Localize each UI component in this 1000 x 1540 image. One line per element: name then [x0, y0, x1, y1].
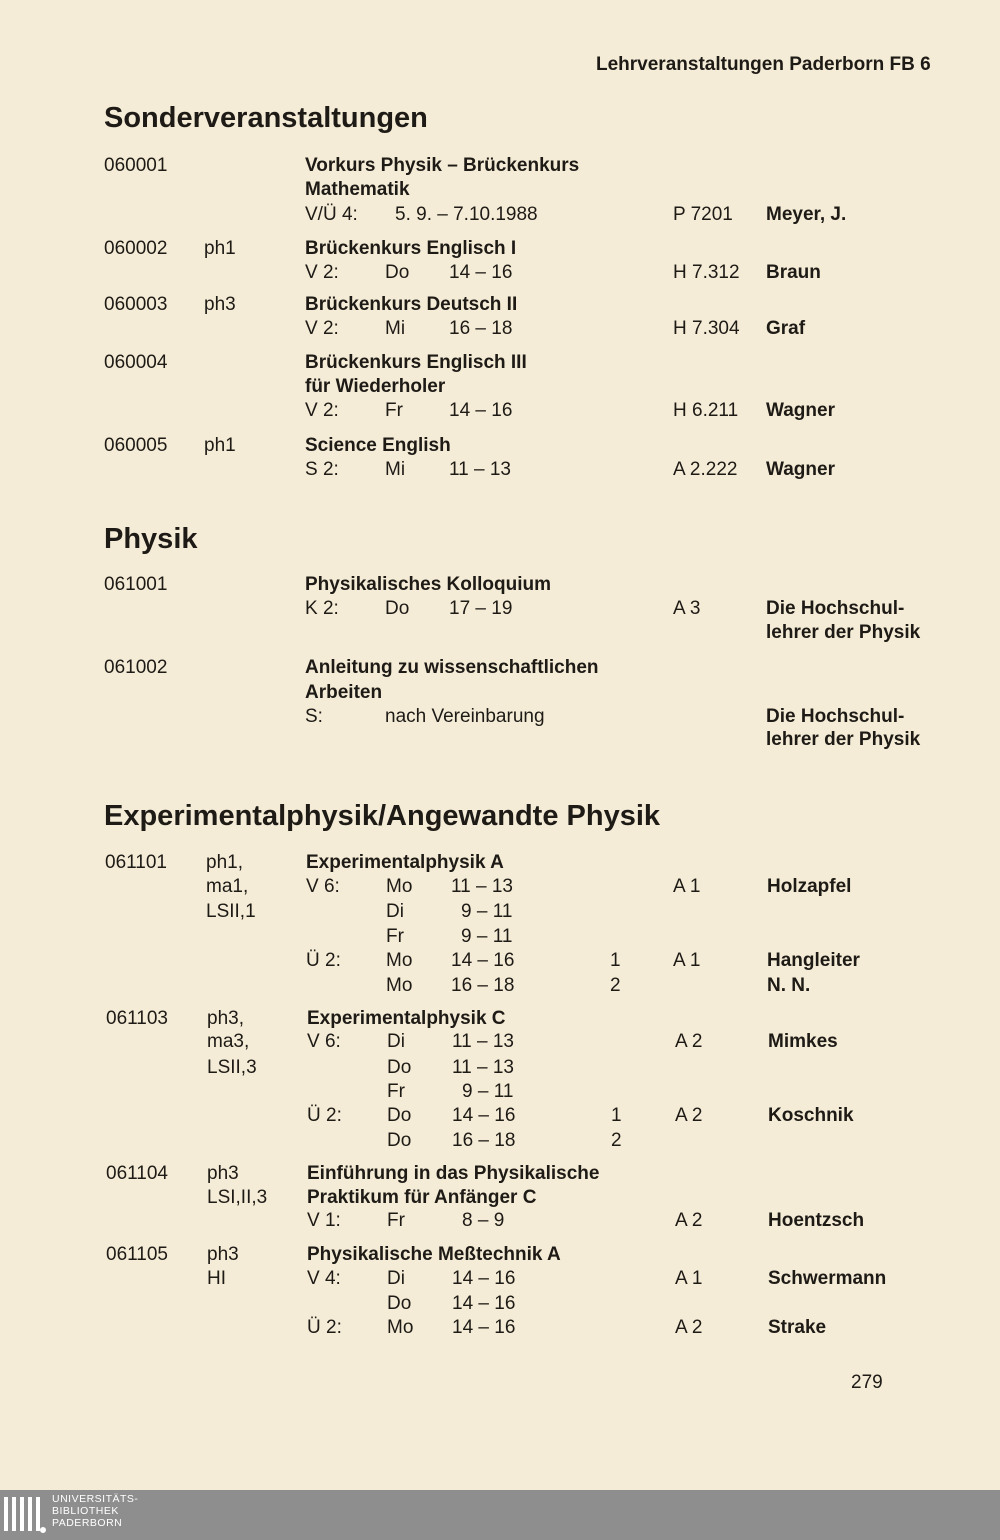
course-day: Mi: [385, 318, 406, 339]
course-note: nach Vereinbarung: [385, 706, 545, 727]
course-group: 2: [611, 1130, 622, 1151]
course-title: Brückenkurs Englisch I: [305, 238, 517, 259]
course-type: V 2:: [305, 262, 339, 283]
course-time: 16 – 18: [449, 318, 513, 339]
course-time: 9 – 11: [461, 926, 513, 947]
course-room: H 6.211: [673, 400, 739, 421]
course-lecturer-cont: lehrer der Physik: [766, 622, 921, 643]
course-lecturer: Wagner: [766, 400, 835, 421]
course-day: Di: [386, 901, 404, 922]
course-day: Di: [387, 1268, 405, 1289]
logo-line: UNIVERSITÄTS-: [52, 1493, 139, 1505]
course-group: 2: [610, 975, 621, 996]
course-room: A 2: [675, 1210, 703, 1231]
course-type: S:: [305, 706, 323, 727]
course-day: Do: [387, 1130, 412, 1151]
course-time: 11 – 13: [451, 876, 513, 897]
course-room: A 3: [673, 598, 701, 619]
course-title-cont: Praktikum für Anfänger C: [307, 1187, 537, 1208]
course-title: Brückenkurs Deutsch II: [305, 294, 518, 315]
course-code: ph1: [204, 435, 236, 456]
course-title: Science English: [305, 435, 451, 456]
course-number: 061001: [104, 574, 168, 595]
course-code: HI: [207, 1268, 226, 1289]
course-time: 17 – 19: [449, 598, 513, 619]
course-lecturer: Braun: [766, 262, 821, 283]
course-day: Mo: [387, 1317, 414, 1338]
course-lecturer: Die Hochschul-: [766, 706, 905, 727]
course-code: ph3: [207, 1163, 239, 1184]
course-group: 1: [611, 1105, 622, 1126]
course-room: A 1: [675, 1268, 703, 1289]
course-code: ma3,: [207, 1031, 250, 1052]
course-code: LSI,II,3: [207, 1187, 268, 1208]
course-room: H 7.312: [673, 262, 740, 283]
course-lecturer: Strake: [768, 1317, 827, 1338]
course-type: V 2:: [305, 318, 339, 339]
course-type: Ü 2:: [307, 1105, 342, 1126]
course-code: ma1,: [206, 876, 249, 897]
course-number: 061105: [106, 1244, 168, 1265]
course-title: Anleitung zu wissenschaftlichen: [305, 657, 599, 678]
course-code: ph1,: [206, 852, 243, 873]
course-number: 061104: [106, 1163, 168, 1184]
course-time: 14 – 16: [452, 1293, 516, 1314]
course-type: V 2:: [305, 400, 339, 421]
course-room: H 7.304: [673, 318, 740, 339]
course-time: 8 – 9: [462, 1210, 505, 1231]
course-lecturer: Graf: [766, 318, 806, 339]
course-type: V 4:: [307, 1268, 341, 1289]
course-room: P 7201: [673, 204, 733, 225]
course-room: A 1: [673, 876, 701, 897]
course-type: Ü 2:: [307, 1317, 342, 1338]
course-day: Do: [387, 1293, 412, 1314]
course-time: 14 – 16: [452, 1105, 516, 1126]
course-lecturer: Die Hochschul-: [766, 598, 905, 619]
course-time: 14 – 16: [451, 950, 515, 971]
course-lecturer: Hangleiter: [767, 950, 860, 971]
course-code: ph3,: [207, 1008, 244, 1029]
course-day: Fr: [385, 400, 403, 421]
course-day: Fr: [387, 1210, 405, 1231]
course-day: Do: [387, 1105, 412, 1126]
library-logo-text: [52, 1493, 138, 1529]
course-title: Einführung in das Physikalische: [307, 1163, 600, 1184]
logo-line: BIBLIOTHEK: [52, 1505, 119, 1517]
course-type: V 6:: [306, 876, 340, 897]
course-number: 061103: [106, 1008, 168, 1029]
running-head: Lehrveranstaltungen Paderborn FB 6: [596, 54, 931, 75]
course-lecturer: Holzapfel: [767, 876, 852, 897]
course-time: 9 – 11: [462, 1081, 514, 1102]
course-day: Fr: [386, 926, 404, 947]
course-number: 060002: [104, 238, 168, 259]
course-number: 061002: [104, 657, 168, 678]
course-room: A 2.222: [673, 459, 738, 480]
course-time: 9 – 11: [461, 901, 513, 922]
course-lecturer: Hoentzsch: [768, 1210, 865, 1231]
course-room: A 1: [673, 950, 701, 971]
section-title-physik: Physik: [104, 523, 198, 555]
course-type: S 2:: [305, 459, 339, 480]
course-code: ph3: [204, 294, 236, 315]
course-time: 14 – 16: [452, 1268, 516, 1289]
course-day: Do: [385, 262, 410, 283]
course-code: LSII,3: [207, 1057, 257, 1078]
course-number: 060005: [104, 435, 168, 456]
course-day: Do: [387, 1057, 412, 1078]
logo-line: PADERBORN: [52, 1517, 123, 1529]
course-time: 14 – 16: [449, 262, 513, 283]
course-time: 16 – 18: [452, 1130, 516, 1151]
course-day: Fr: [387, 1081, 405, 1102]
course-title: Experimentalphysik A: [306, 852, 504, 873]
course-room: A 2: [675, 1317, 703, 1338]
page-number: 279: [851, 1372, 883, 1393]
course-title: Physikalische Meßtechnik A: [307, 1244, 561, 1265]
course-day: Mo: [386, 975, 413, 996]
course-number: 061101: [105, 852, 167, 873]
course-code: LSII,1: [206, 901, 256, 922]
course-lecturer: N. N.: [767, 975, 811, 996]
course-lecturer: Wagner: [766, 459, 835, 480]
course-title-cont: Arbeiten: [305, 682, 383, 703]
course-time: 11 – 13: [452, 1057, 514, 1078]
section-title-sonderveranstaltungen: Sonderveranstaltungen: [104, 102, 428, 134]
course-day: Mo: [386, 950, 413, 971]
course-type: K 2:: [305, 598, 339, 619]
course-type: V 1:: [307, 1210, 341, 1231]
course-code: ph1: [204, 238, 236, 259]
course-day: Mi: [385, 459, 406, 480]
course-lecturer-cont: lehrer der Physik: [766, 729, 921, 750]
course-title: Experimentalphysik C: [307, 1008, 506, 1029]
section-title-experimentalphysik: Experimentalphysik/Angewandte Physik: [104, 800, 661, 832]
course-room: A 2: [675, 1105, 703, 1126]
course-lecturer: Schwermann: [768, 1268, 887, 1289]
course-title: Vorkurs Physik – Brückenkurs: [305, 155, 580, 176]
course-title: Brückenkurs Englisch III: [305, 352, 527, 373]
course-title: Physikalisches Kolloquium: [305, 574, 552, 595]
course-time: 11 – 13: [452, 1031, 514, 1052]
course-number: 060003: [104, 294, 168, 315]
course-title-cont: Mathematik: [305, 179, 410, 200]
course-day: Mo: [386, 876, 413, 897]
course-code: ph3: [207, 1244, 239, 1265]
course-time: 11 – 13: [449, 459, 511, 480]
course-title-cont: für Wiederholer: [305, 376, 446, 397]
course-lecturer: Mimkes: [768, 1031, 838, 1052]
course-date: 5. 9. – 7.10.1988: [395, 204, 538, 225]
course-type: V/Ü 4:: [305, 204, 358, 225]
library-logo-icon: [4, 1497, 48, 1533]
course-time: 14 – 16: [452, 1317, 516, 1338]
course-type: V 6:: [307, 1031, 341, 1052]
course-time: 16 – 18: [451, 975, 515, 996]
course-lecturer: Meyer, J.: [766, 204, 847, 225]
course-group: 1: [610, 950, 621, 971]
course-lecturer: Koschnik: [768, 1105, 854, 1126]
course-type: Ü 2:: [306, 950, 341, 971]
course-day: Di: [387, 1031, 405, 1052]
course-day: Do: [385, 598, 410, 619]
course-number: 060001: [104, 155, 168, 176]
library-footer-bar: [0, 1490, 1000, 1540]
course-number: 060004: [104, 352, 168, 373]
course-time: 14 – 16: [449, 400, 513, 421]
course-room: A 2: [675, 1031, 703, 1052]
